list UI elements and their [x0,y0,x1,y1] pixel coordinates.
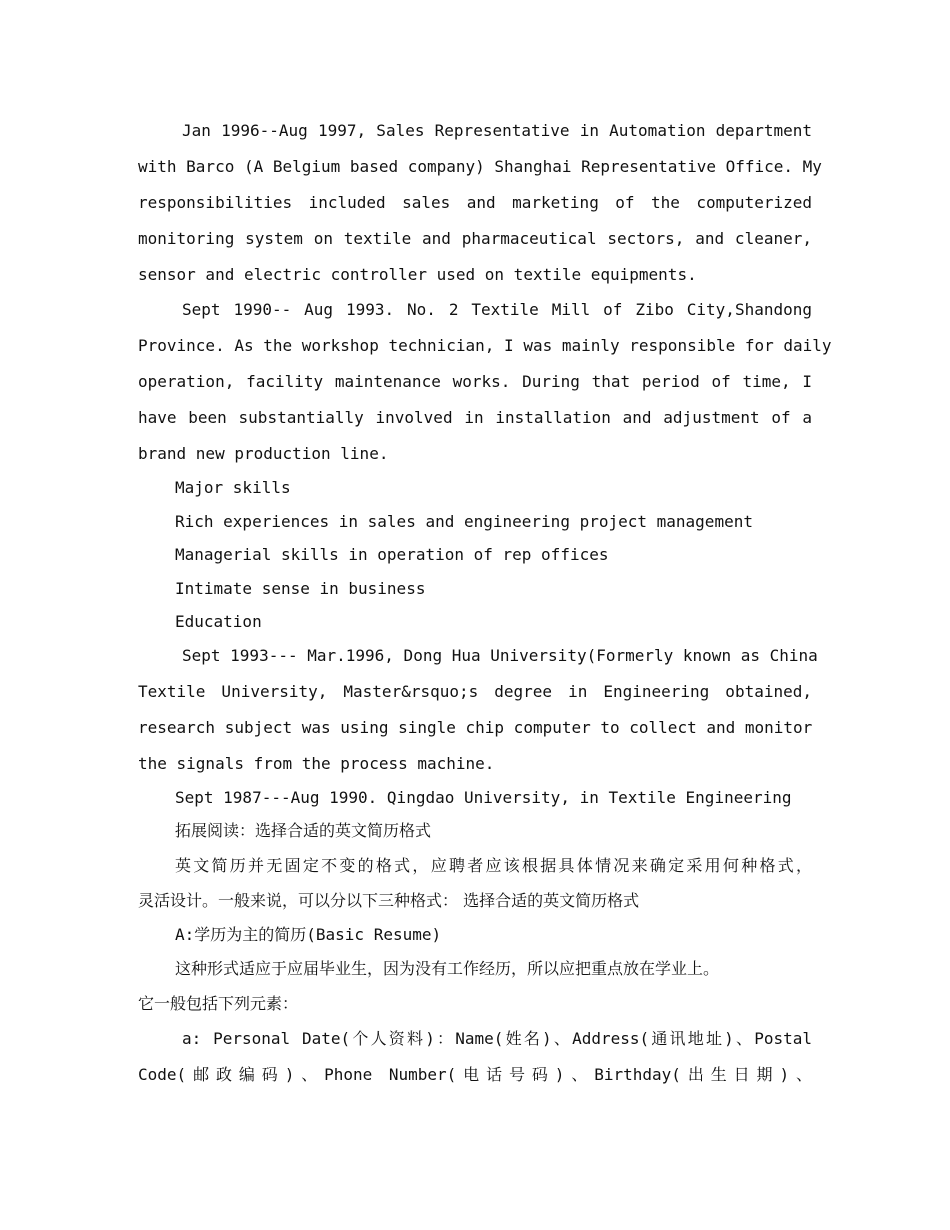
text-line: sensor and electric controller used on textile equipments. [138,265,697,284]
text-line: Province. As the workshop technician, I was mainly responsible for daily [138,336,832,355]
text-line: have been substantially involved in installation and adjustment of a [138,408,812,427]
text-line: Rich experiences in sales and engineering project management [175,512,753,531]
text-line: a: Personal Date(个人资料)：Name(姓名)、Address(通讯地址)、Postal [182,1029,812,1048]
section-heading: Education [175,612,262,631]
text-line: Textile University, Master&rsquo;s degree in Engineering obtained, [138,682,812,701]
text-line: operation, facility maintenance works. During that period of time, I [138,372,812,391]
text-line: Code(邮政编码)、Phone Number(电话号码)、Birthday(出生日期)、 [138,1065,812,1084]
text-line: Sept 1987---Aug 1990. Qingdao University, in Textile Engineering [175,788,792,807]
text-line: A:学历为主的简历(Basic Resume) [175,925,442,944]
text-line: the signals from the process machine. [138,754,495,773]
text-line: Sept 1990-- Aug 1993. No. 2 Textile Mill of Zibo City,Shandong [182,300,812,319]
text-line: 它一般包括下列元素： [138,994,299,1013]
text-line: responsibilities included sales and marketing of the computerized [138,193,812,212]
text-line: Managerial skills in operation of rep offices [175,545,609,564]
text-line: monitoring system on textile and pharmaceutical sectors, and cleaner, [138,229,812,248]
text-line: Jan 1996--Aug 1997, Sales Representative in Automation department [182,121,812,140]
text-line: brand new production line. [138,444,389,463]
text-line: 这种形式适应于应届毕业生，因为没有工作经历，所以应把重点放在学业上。 [175,959,720,978]
text-line: Sept 1993--- Mar.1996, Dong Hua University(Formerly known as China [182,646,818,665]
text-line: research subject was using single chip computer to collect and monitor [138,718,813,737]
text-line: Intimate sense in business [175,579,426,598]
text-line: 拓展阅读：选择合适的英文简历格式 [175,821,432,840]
text-line: with Barco (A Belgium based company) Shanghai Representative Office. My [138,157,822,176]
section-heading: Major skills [175,478,291,497]
text-line: 英文简历并无固定不变的格式，应聘者应该根据具体情况来确定采用何种格式， [175,856,812,875]
text-line: 灵活设计。一般来说，可以分以下三种格式： 选择合适的英文简历格式 [138,891,640,910]
